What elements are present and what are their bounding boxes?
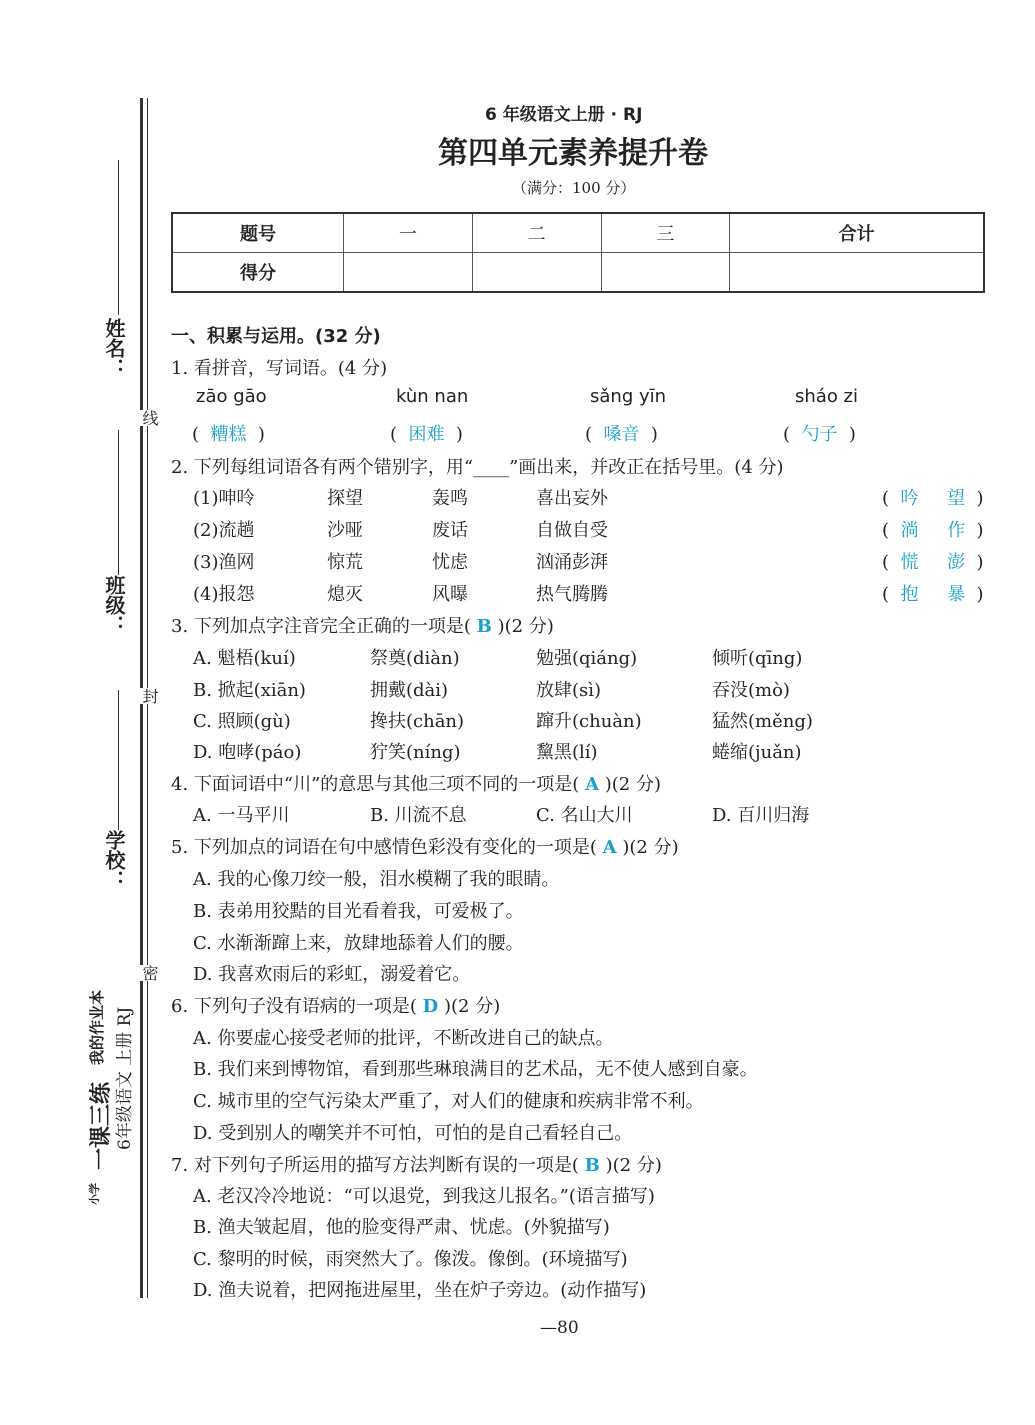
q2-word: 自做自受 [536, 520, 608, 541]
q4-stem-score: )(2 分) [604, 774, 662, 795]
q4-option: B. 川流不息 [370, 805, 467, 826]
q6-stem-score: )(2 分) [444, 996, 501, 1017]
q3-option: D. 咆哮(páo) [193, 742, 302, 763]
section-heading: 一、积累与运用。(32 分) [171, 326, 381, 347]
q2-answer: 暴 [947, 584, 966, 605]
q4-stem-text: 4. 下面词语中“川”的意思与其他三项不同的一项是( [171, 774, 580, 795]
q2-word: (4)报怨 [193, 584, 255, 605]
q3-option: 倾听(qīng) [712, 648, 803, 669]
score-cell: 得分 [172, 253, 344, 293]
q5-stem [171, 833, 679, 859]
score-input[interactable] [601, 253, 730, 293]
q3-option: 勉强(qiáng) [536, 648, 638, 669]
q7-option: B. 渔夫皱起眉，他的脸变得严肃、忧虑。(外貌描写) [193, 1217, 610, 1238]
q7-stem-text: 7. 对下列句子所运用的描写方法判断有误的一项是( [171, 1155, 579, 1176]
q1-answer: 困难 [408, 424, 445, 445]
q1-answer: 嗓音 [603, 424, 640, 445]
q5-option: B. 表弟用狡黠的目光看着我，可爱极了。 [193, 901, 524, 922]
q3-option: 拥戴(dài) [370, 680, 449, 701]
name-underline [118, 160, 119, 315]
q3-option: 祭奠(diàn) [370, 648, 460, 669]
score-input[interactable] [344, 253, 473, 293]
q2-answer: 慌 [900, 552, 919, 573]
name-label: 姓名： [102, 318, 126, 378]
brand-grade: 6年级语文 上册 RJ [115, 1006, 135, 1150]
q3-option: 吞没(mò) [712, 680, 790, 701]
q2-answer-box[interactable]: ( 慌 澎 ) [882, 552, 984, 573]
q2-answer: 抱 [900, 584, 919, 605]
q3-option: 蜷缩(juǎn) [712, 742, 802, 763]
q2-word: 忧虑 [432, 552, 468, 573]
score-cell: 二 [472, 213, 601, 253]
score-input[interactable] [730, 253, 984, 293]
q2-word: (1)呻呤 [193, 488, 255, 509]
q3-option: B. 掀起(xiān) [193, 680, 306, 701]
q3-option: 蹿升(chuàn) [536, 711, 642, 732]
score-cell: 一 [344, 213, 473, 253]
q4-option: D. 百川归海 [712, 805, 810, 826]
q3-option: 狞笑(níng) [370, 742, 461, 763]
q6-stem-text: 6. 下列句子没有语病的一项是( [171, 996, 417, 1017]
q1-pinyin: zāo gāo [196, 386, 267, 407]
q2-word: 风曝 [432, 584, 468, 605]
q3-option: 搀扶(chān) [370, 711, 465, 732]
q2-answer-box[interactable]: ( 吟 望 ) [882, 488, 984, 509]
q2-word: 沙哑 [327, 520, 363, 541]
q1-pinyin: sǎng yīn [590, 386, 667, 407]
score-cell: 三 [601, 213, 730, 253]
secret-char: 密 [140, 965, 159, 981]
q2-answer: 吟 [900, 488, 919, 509]
q6-option: C. 城市里的空气污染太严重了，对人们的健康和疾病非常不利。 [193, 1091, 704, 1112]
brand-small: 小学 [88, 1183, 101, 1205]
q3-answer[interactable]: B [476, 616, 492, 637]
q2-stem: 2. 下列每组词语各有两个错别字，用“____”画出来，并改正在括号里。(4 分) [171, 457, 784, 478]
brand-main: 一课三练 [88, 1081, 114, 1170]
q2-word: 探望 [327, 488, 363, 509]
q7-option: A. 老汉冷冷地说：“可以退党，到我这儿报名。”(语言描写) [193, 1186, 655, 1207]
q3-stem-text: 3. 下列加点字注音完全正确的一项是( [171, 616, 471, 637]
q5-stem-score: )(2 分) [622, 837, 679, 858]
q5-option: D. 我喜欢雨后的彩虹，溺爱着它。 [193, 964, 471, 985]
q4-option: C. 名山大川 [536, 805, 633, 826]
q3-option: 放肆(sì) [536, 680, 602, 701]
q4-answer[interactable]: A [585, 774, 600, 795]
page-number: —80 [540, 1318, 579, 1338]
q2-word: 废话 [432, 520, 468, 541]
q3-option: 猛然(měng) [712, 711, 813, 732]
score-table-row [172, 253, 984, 293]
q7-option: D. 渔夫说着，把网拖进屋里，坐在炉子旁边。(动作描写) [193, 1280, 647, 1301]
q2-answer: 望 [947, 488, 966, 509]
q6-option: B. 我们来到博物馆，看到那些琳琅满目的艺术品，无不使人感到自豪。 [193, 1059, 758, 1080]
page-title: 第四单元素养提升卷 [438, 136, 708, 171]
q2-word: 轰鸣 [432, 488, 468, 509]
q4-stem [171, 770, 661, 796]
q5-stem-text: 5. 下列加点的词语在句中感情色彩没有变化的一项是( [171, 837, 597, 858]
q6-stem [171, 992, 500, 1018]
q7-answer[interactable]: B [584, 1155, 600, 1176]
q3-stem-score: )(2 分) [497, 616, 554, 637]
q6-option: A. 你要虚心接受老师的批评，不断改进自己的缺点。 [193, 1028, 614, 1049]
q2-answer-box[interactable]: ( 抱 暴 ) [882, 584, 984, 605]
q3-option: 黧黑(lí) [536, 742, 598, 763]
q5-option: A. 我的心像刀绞一般，泪水模糊了我的眼睛。 [193, 869, 560, 890]
q1-answer-box[interactable]: ( 嗓音 ) [585, 424, 658, 445]
q6-answer[interactable]: D [422, 996, 439, 1017]
q1-stem: 1. 看拼音，写词语。(4 分) [171, 358, 388, 379]
q2-word: (2)流趟 [193, 520, 255, 541]
q1-answer-box[interactable]: ( 糟糕 ) [192, 424, 265, 445]
class-underline [118, 430, 119, 575]
q7-stem [171, 1151, 662, 1177]
q2-word: 惊荒 [327, 552, 363, 573]
brand-sub: 我的作业本 [88, 989, 106, 1065]
q3-option: A. 魁梧(kuí) [193, 648, 296, 669]
q2-word: 喜出妄外 [536, 488, 608, 509]
score-table-row [172, 213, 984, 253]
score-input[interactable] [472, 253, 601, 293]
q1-answer-box[interactable]: ( 勺子 ) [783, 424, 856, 445]
q1-answer: 糟糕 [210, 424, 247, 445]
q5-answer[interactable]: A [602, 837, 617, 858]
q1-answer-box[interactable]: ( 困难 ) [390, 424, 463, 445]
q4-option: A. 一马平川 [193, 805, 290, 826]
q2-answer-box[interactable]: ( 淌 作 ) [882, 520, 984, 541]
q1-pinyin: kùn nan [396, 386, 469, 407]
q1-pinyin: sháo zi [795, 386, 858, 407]
q2-answer: 淌 [900, 520, 919, 541]
q2-word: (3)渔网 [193, 552, 255, 573]
line-char: 线 [140, 410, 159, 426]
q6-option: D. 受到别人的嘲笑并不可怕，可怕的是自己看轻自己。 [193, 1123, 633, 1144]
q3-stem [171, 612, 554, 638]
q2-answer: 澎 [947, 552, 966, 573]
full-score: （满分：100 分） [512, 179, 636, 197]
q2-word: 熄灭 [327, 584, 363, 605]
seal-char: 封 [140, 688, 159, 704]
score-cell: 合计 [730, 213, 984, 253]
page-subtitle: 6 年级语文上册 · RJ [485, 105, 643, 125]
q2-word: 热气腾腾 [536, 584, 608, 605]
q1-answer: 勺子 [801, 424, 838, 445]
class-label: 班级： [102, 575, 126, 635]
school-label: 学校： [102, 830, 126, 890]
score-table [171, 212, 985, 293]
score-cell: 题号 [172, 213, 344, 253]
q7-option: C. 黎明的时候，雨突然大了。像泼。像倒。(环境描写) [193, 1249, 628, 1270]
q5-option: C. 水渐渐蹿上来，放肆地舔着人们的腰。 [193, 933, 524, 954]
school-underline [118, 690, 119, 830]
q2-answer: 作 [947, 520, 966, 541]
q7-stem-score: )(2 分) [605, 1155, 662, 1176]
q3-option: C. 照顾(gù) [193, 711, 291, 732]
q2-word: 汹涌彭湃 [536, 552, 608, 573]
